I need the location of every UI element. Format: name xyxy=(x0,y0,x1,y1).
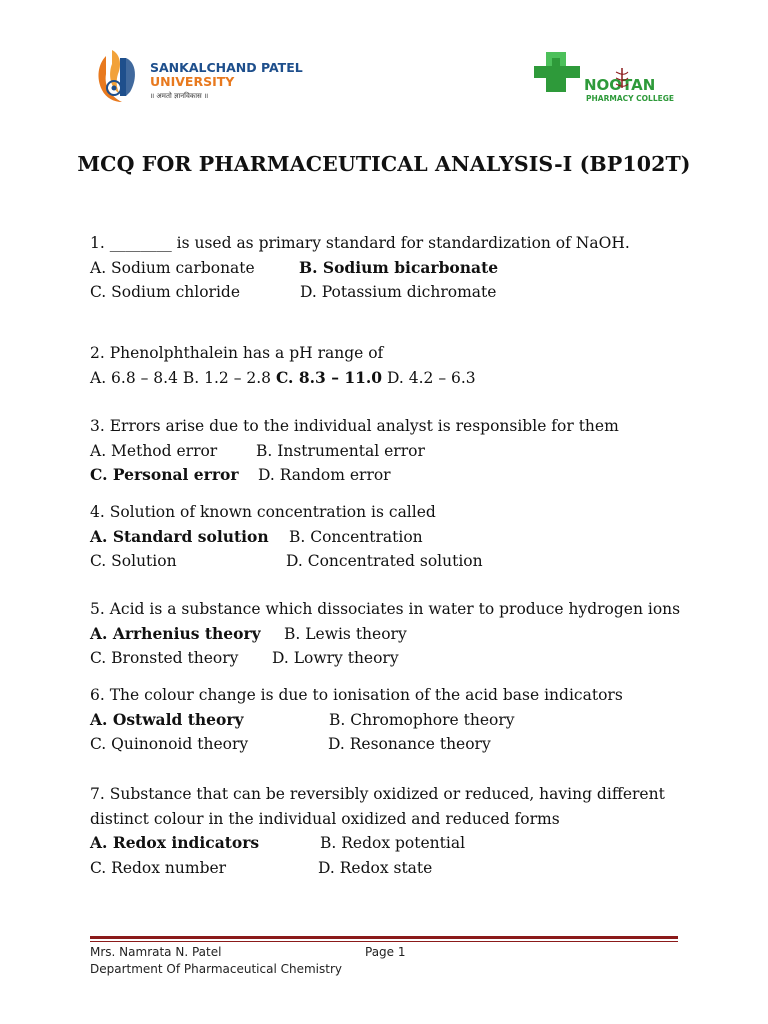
question-5 xyxy=(90,597,680,671)
page-title: MCQ FOR PHARMACEUTICAL ANALYSIS-I (BP102T) xyxy=(77,152,691,176)
option-c-answer: C. Personal error xyxy=(90,465,239,484)
footer-divider-thin xyxy=(90,941,678,942)
option-d: D. Resonance theory xyxy=(328,735,491,753)
question-4 xyxy=(90,500,483,574)
option-c: C. Quinonoid theory xyxy=(90,735,249,753)
options-row xyxy=(90,366,476,391)
options-row xyxy=(90,732,623,757)
option-d: D. Lowry theory xyxy=(272,649,399,667)
left-logo-motto: ॥ अमतो ज्ञानविकास ॥ xyxy=(150,92,209,100)
option-d: D. Potassium dichromate xyxy=(300,283,497,301)
footer-author: Mrs. Namrata N. Patel xyxy=(90,945,222,959)
option-d: D. Concentrated solution xyxy=(286,552,483,570)
option-a-answer: A. Ostwald theory xyxy=(90,709,244,729)
option-b: B. Chromophore theory xyxy=(329,710,515,729)
option-b-answer: B. Sodium bicarbonate xyxy=(299,257,499,277)
question-text-continued: distinct colour in the individual oxidized and reduced forms xyxy=(90,809,560,828)
sankalchand-patel-university-logo xyxy=(92,44,303,106)
question-text: 6. The colour change is due to ionisation of the acid base indicators xyxy=(90,686,623,704)
option-c: C. Solution xyxy=(90,552,177,570)
option-c: C. Redox number xyxy=(90,858,227,877)
option-b: B. Concentration xyxy=(289,527,423,546)
option-d: D. 4.2 – 6.3 xyxy=(382,368,476,387)
question-text: 7. Substance that can be reversibly oxidized or reduced, having different xyxy=(90,785,665,803)
right-logo-sub: PHARMACY COLLEGE xyxy=(586,94,675,103)
option-a-b: A. 6.8 – 8.4 B. 1.2 – 2.8 xyxy=(90,368,276,387)
option-b: B. Instrumental error xyxy=(256,441,425,460)
options-row xyxy=(90,280,630,305)
option-a: A. Sodium carbonate xyxy=(90,258,255,277)
options-row xyxy=(90,708,623,733)
options-row xyxy=(90,439,619,464)
question-1 xyxy=(90,231,630,305)
footer-page-number: Page 1 xyxy=(365,945,406,959)
option-a-answer: A. Standard solution xyxy=(90,526,269,546)
options-row xyxy=(90,525,436,550)
university-emblem-icon xyxy=(99,50,135,102)
option-c-answer: C. 8.3 – 11.0 xyxy=(275,367,383,387)
option-d: D. Redox state xyxy=(318,858,433,877)
option-b: B. Redox potential xyxy=(320,834,466,852)
question-2 xyxy=(90,341,476,390)
nootan-pharmacy-college-logo xyxy=(532,50,675,106)
options-row xyxy=(90,622,680,647)
option-d: D. Random error xyxy=(258,466,391,484)
medical-cross-icon xyxy=(534,52,580,92)
options-row xyxy=(90,256,630,281)
footer-department: Department Of Pharmaceutical Chemistry xyxy=(90,962,342,976)
footer-divider xyxy=(90,936,678,939)
options-row xyxy=(90,463,619,488)
question-text: 1. ________ is used as primary standard for standardization of NaOH. xyxy=(90,234,630,252)
options-row xyxy=(90,549,483,574)
option-a-answer: A. Redox indicators xyxy=(90,833,260,852)
option-c: C. Bronsted theory xyxy=(90,649,239,667)
options-row xyxy=(90,856,665,881)
question-7 xyxy=(90,782,665,880)
question-text: 5. Acid is a substance which dissociates in water to produce hydrogen ions xyxy=(90,600,681,618)
option-c: C. Sodium chloride xyxy=(90,283,241,301)
question-6 xyxy=(90,683,623,757)
left-logo-sub: UNIVERSITY xyxy=(150,74,235,89)
right-logo-name: NOOTAN xyxy=(584,76,656,94)
options-row xyxy=(90,831,665,856)
question-3 xyxy=(90,414,619,488)
question-text: 2. Phenolphthalein has a pH range of xyxy=(90,344,384,362)
left-logo-name: SANKALCHAND PATEL xyxy=(150,60,303,75)
question-text: 4. Solution of known concentration is called xyxy=(90,503,436,521)
question-text: 3. Errors arise due to the individual analyst is responsible for them xyxy=(90,417,619,435)
option-a-answer: A. Arrhenius theory xyxy=(90,623,261,643)
options-row xyxy=(90,646,680,671)
option-b: B. Lewis theory xyxy=(284,624,407,643)
option-a: A. Method error xyxy=(90,441,218,460)
